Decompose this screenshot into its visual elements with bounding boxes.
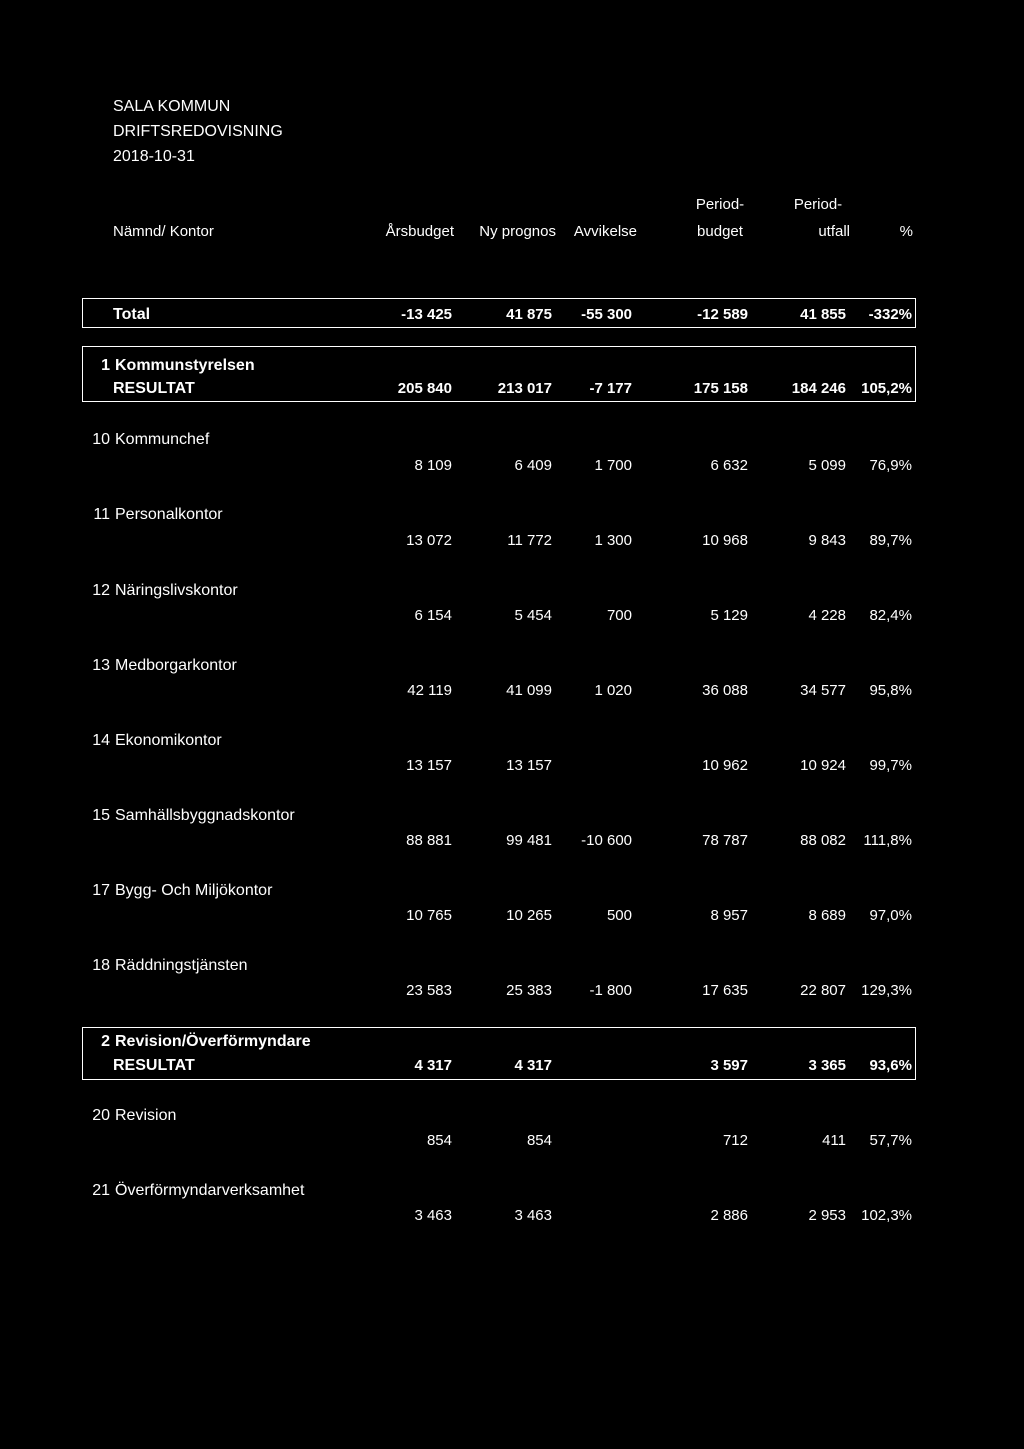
col-header-periodbudget-1: Period- [695, 196, 745, 213]
row-code: 14 [92, 732, 110, 749]
row-periodbudget: 10 962 [702, 757, 748, 774]
row-arsbudget: 6 154 [414, 607, 452, 624]
row-periodutfall: 411 [822, 1132, 846, 1149]
group1-result-label: RESULTAT [113, 380, 195, 397]
row-name: Räddningstjänsten [115, 957, 248, 974]
row-periodbudget: 17 635 [702, 982, 748, 999]
total-avvikelse: -55 300 [581, 306, 632, 323]
group1-name: Kommunstyrelsen [115, 357, 255, 374]
row-name: Överförmyndarverksamhet [115, 1182, 305, 1199]
row-prognos: 5 454 [514, 607, 552, 624]
col-header-prognos: Ny prognos [479, 223, 556, 240]
row-pct: 111,8% [863, 832, 912, 849]
row-periodutfall: 5 099 [808, 457, 846, 474]
row-name: Personalkontor [115, 506, 223, 523]
row-arsbudget: 23 583 [406, 982, 452, 999]
row-name: Kommunchef [115, 431, 210, 448]
row-arsbudget: 10 765 [406, 907, 452, 924]
row-periodutfall: 10 924 [800, 757, 846, 774]
row-periodutfall: 88 082 [800, 832, 846, 849]
row-periodbudget: 10 968 [702, 532, 748, 549]
row-code: 21 [92, 1182, 110, 1199]
row-periodutfall: 22 807 [800, 982, 846, 999]
row-name: Näringslivskontor [115, 582, 238, 599]
row-arsbudget: 42 119 [407, 682, 452, 699]
row-pct: 102,3% [861, 1207, 912, 1224]
row-avvikelse: -1 800 [589, 982, 632, 999]
org-name: SALA KOMMUN [113, 98, 231, 115]
row-name: Bygg- Och Miljökontor [115, 882, 273, 899]
row-name: Ekonomikontor [115, 732, 222, 749]
col-header-avvikelse: Avvikelse [573, 223, 637, 240]
row-periodbudget: 2 886 [710, 1207, 748, 1224]
row-code: 20 [92, 1107, 110, 1124]
group2-periodbudget: 3 597 [710, 1057, 748, 1074]
group2-result-label: RESULTAT [113, 1057, 195, 1074]
row-pct: 57,7% [869, 1132, 912, 1149]
group1-arsbudget: 205 840 [397, 380, 452, 397]
row-pct: 99,7% [869, 757, 912, 774]
row-name: Revision [115, 1107, 177, 1124]
row-pct: 89,7% [869, 532, 912, 549]
row-pct: 76,9% [869, 457, 912, 474]
row-arsbudget: 13 157 [406, 757, 452, 774]
col-header-periodutfall-2: utfall [818, 223, 850, 240]
row-periodbudget: 5 129 [710, 607, 748, 624]
group2-code: 2 [101, 1033, 110, 1050]
row-prognos: 6 409 [514, 457, 552, 474]
row-name: Medborgarkontor [115, 657, 237, 674]
total-periodutfall: 41 855 [800, 306, 846, 323]
row-periodutfall: 2 953 [808, 1207, 846, 1224]
total-periodbudget: -12 589 [697, 306, 748, 323]
group2-name: Revision/Överförmyndare [115, 1033, 311, 1050]
total-arsbudget: -13 425 [401, 306, 452, 323]
row-code: 11 [93, 506, 110, 523]
col-header-periodbudget-2: budget [697, 223, 743, 240]
row-pct: 129,3% [861, 982, 912, 999]
row-name: Samhällsbyggnadskontor [115, 807, 295, 824]
group1-periodutfall: 184 246 [791, 380, 846, 397]
row-prognos: 13 157 [506, 757, 552, 774]
row-code: 15 [92, 807, 110, 824]
row-code: 12 [92, 582, 110, 599]
row-pct: 97,0% [869, 907, 912, 924]
row-periodbudget: 36 088 [702, 682, 748, 699]
row-periodutfall: 8 689 [808, 907, 846, 924]
row-periodbudget: 6 632 [710, 457, 748, 474]
row-avvikelse: 1 300 [594, 532, 632, 549]
group1-pct: 105,2% [861, 380, 912, 397]
row-prognos: 11 772 [507, 532, 552, 549]
total-pct: -332% [868, 306, 912, 323]
total-prognos: 41 875 [506, 306, 552, 323]
row-arsbudget: 8 109 [414, 457, 452, 474]
row-pct: 82,4% [869, 607, 912, 624]
row-periodutfall: 4 228 [808, 607, 846, 624]
row-prognos: 41 099 [506, 682, 552, 699]
row-avvikelse: -10 600 [581, 832, 632, 849]
col-header-periodutfall-1: Period- [793, 196, 843, 213]
col-header-name: Nämnd/ Kontor [113, 223, 214, 240]
row-code: 13 [92, 657, 110, 674]
col-header-arsbudget: Årsbudget [385, 223, 454, 240]
row-periodutfall: 9 843 [808, 532, 846, 549]
row-avvikelse: 1 700 [594, 457, 632, 474]
group2-pct: 93,6% [869, 1057, 912, 1074]
group2-arsbudget: 4 317 [414, 1057, 452, 1074]
row-arsbudget: 88 881 [406, 832, 452, 849]
col-header-pct: % [899, 223, 913, 240]
row-avvikelse: 700 [606, 607, 632, 624]
group1-periodbudget: 175 158 [693, 380, 748, 397]
row-code: 10 [92, 431, 110, 448]
group2-periodutfall: 3 365 [808, 1057, 846, 1074]
row-code: 18 [92, 957, 110, 974]
row-prognos: 25 383 [506, 982, 552, 999]
total-label: Total [113, 306, 151, 323]
group1-code: 1 [101, 357, 110, 374]
row-periodbudget: 8 957 [710, 907, 748, 924]
report-date: 2018-10-31 [113, 148, 195, 165]
report-title: DRIFTSREDOVISNING [113, 123, 283, 140]
row-avvikelse: 1 020 [594, 682, 632, 699]
row-periodbudget: 78 787 [702, 832, 748, 849]
group2-prognos: 4 317 [514, 1057, 552, 1074]
row-avvikelse: 500 [606, 907, 632, 924]
row-periodbudget: 712 [722, 1132, 748, 1149]
row-prognos: 3 463 [514, 1207, 552, 1224]
row-periodutfall: 34 577 [800, 682, 846, 699]
row-pct: 95,8% [869, 682, 912, 699]
row-arsbudget: 854 [426, 1132, 452, 1149]
group1-avvikelse: -7 177 [589, 380, 632, 397]
row-prognos: 854 [526, 1132, 552, 1149]
row-arsbudget: 3 463 [414, 1207, 452, 1224]
row-prognos: 99 481 [506, 832, 552, 849]
group1-prognos: 213 017 [497, 380, 552, 397]
row-arsbudget: 13 072 [406, 532, 452, 549]
row-prognos: 10 265 [506, 907, 552, 924]
row-code: 17 [92, 882, 110, 899]
